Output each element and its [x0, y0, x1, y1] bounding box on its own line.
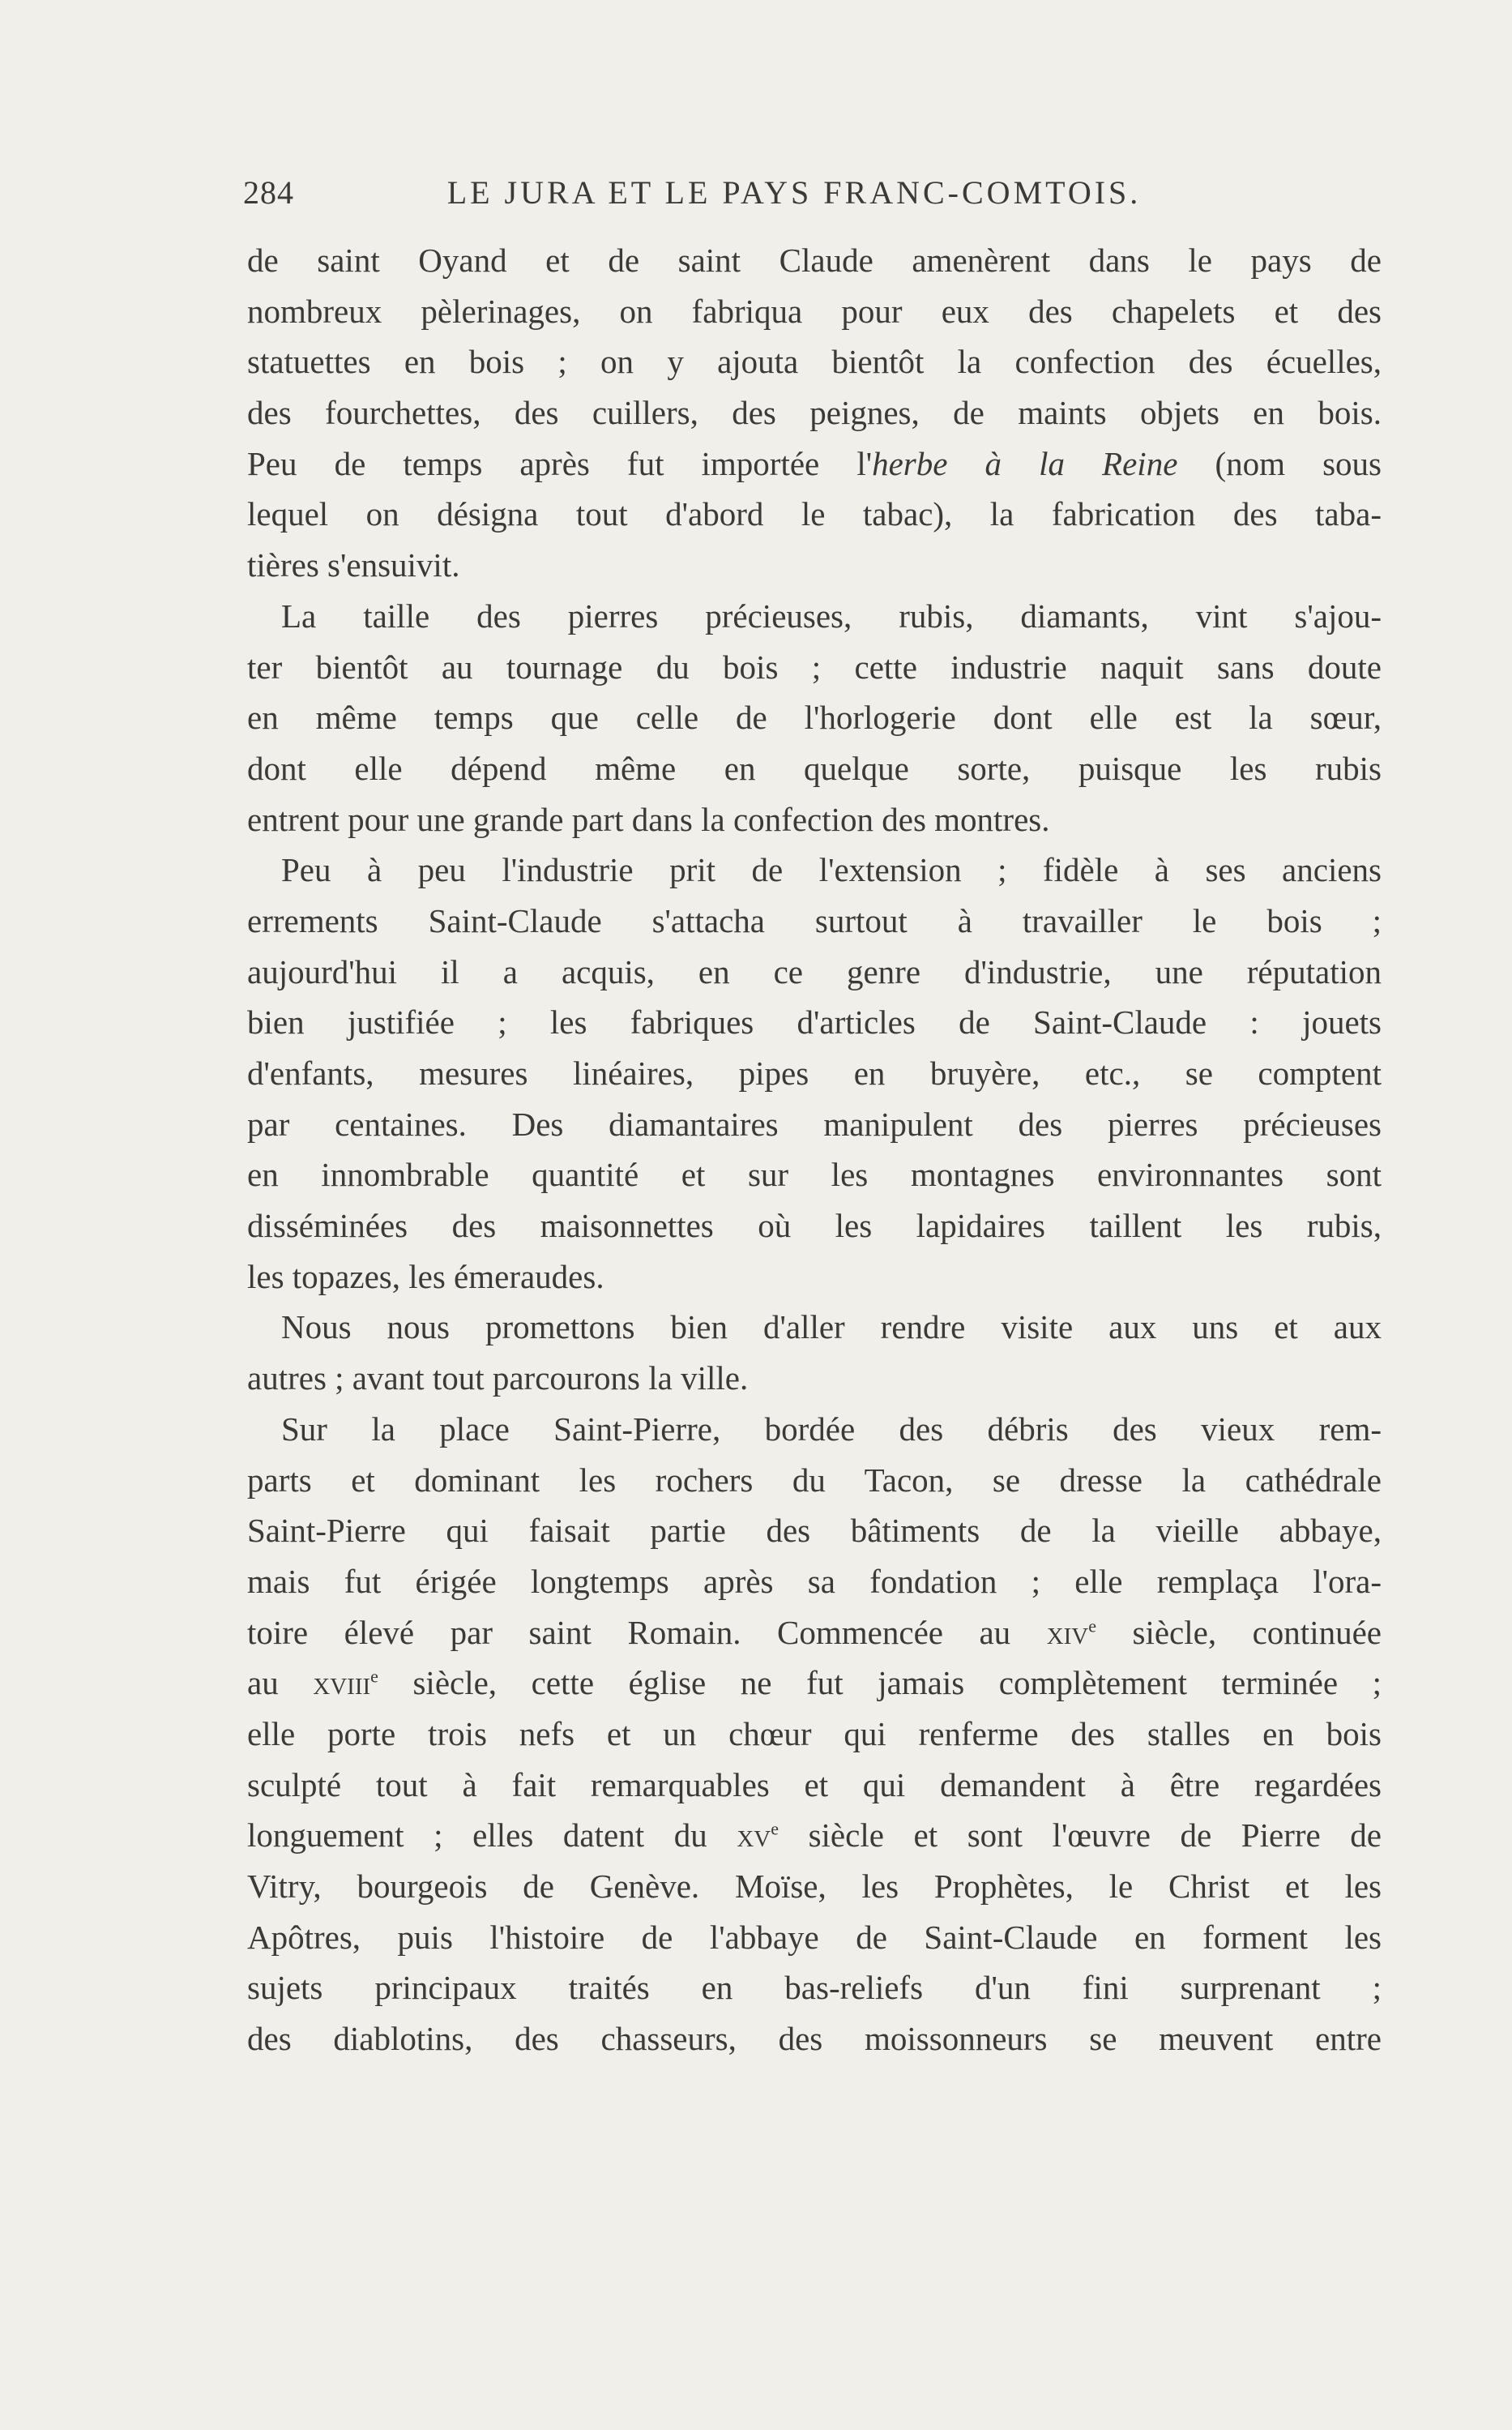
text-line: nombreux pèlerinages, on fabriqua pour eux des chapelets et des: [247, 292, 1382, 330]
text-line: dont elle dépend même en quelque sorte, puisque les rubis: [247, 749, 1382, 787]
text-line: [247, 1810, 1382, 1861]
text-line: errements Saint-Claude s'attacha surtout à travailler le bois ;: [247, 901, 1382, 939]
text-segment: au: [247, 1664, 314, 1702]
text-segment: siècle et sont l'œuvre de Pierre de: [778, 1816, 1382, 1855]
text-line: [247, 1607, 1382, 1658]
text-line: sculpté tout à fait remarquables et qui demandent à être regardées: [247, 1765, 1382, 1803]
text-line: des fourchettes, des cuillers, des peignes, de maints objets en bois.: [247, 394, 1382, 432]
text-line: les topazes, les émeraudes.: [247, 1257, 604, 1295]
body-text: [247, 235, 1382, 2064]
text-line: autres ; avant tout parcourons la ville.: [247, 1359, 749, 1397]
text-line: [247, 1658, 1382, 1709]
text-line: Nous nous promettons bien d'aller rendre visite aux uns et aux: [281, 1308, 1382, 1346]
text-line: Sur la place Saint-Pierre, bordée des débris des vieux rem-: [281, 1410, 1382, 1448]
century-numeral: xiv: [1046, 1613, 1089, 1651]
text-segment: siècle, continuée: [1096, 1613, 1382, 1651]
text-segment: Peu de temps après fut importée l': [247, 444, 873, 482]
superscript: e: [1088, 1615, 1096, 1636]
text-line: Saint-Pierre qui faisait partie des bâtiments de la vieille abbaye,: [247, 1512, 1382, 1550]
text-line: Vitry, bourgeois de Genève. Moïse, les Prophètes, le Christ et les: [247, 1867, 1382, 1905]
text-segment: toire élevé par saint Romain. Commencée au: [247, 1613, 1047, 1651]
italic-phrase: herbe à la Reine: [872, 444, 1178, 482]
text-line: en même temps que celle de l'horlogerie dont elle est la sœur,: [247, 699, 1382, 737]
text-line: tières s'ensuivit.: [247, 546, 460, 584]
century-numeral: xviii: [313, 1664, 371, 1702]
century-numeral: xv: [737, 1816, 771, 1855]
text-line: aujourd'hui il a acquis, en ce genre d'industrie, une réputation: [247, 952, 1382, 990]
text-line: en innombrable quantité et sur les montagnes environnantes sont: [247, 1156, 1382, 1194]
text-segment: (nom sous: [1177, 444, 1382, 482]
text-line: ter bientôt au tournage du bois ; cette industrie naquit sans doute: [247, 648, 1382, 686]
text-line: bien justifiée ; les fabriques d'articles de Saint-Claude : jouets: [247, 1003, 1382, 1042]
text-line: Peu à peu l'industrie prit de l'extension ; fidèle à ses anciens: [281, 851, 1382, 889]
text-line: des diablotins, des chasseurs, des moissonneurs se meuvent entre: [247, 2020, 1382, 2058]
text-line: elle porte trois nefs et un chœur qui renferme des stalles en bois: [247, 1714, 1382, 1752]
text-line: d'enfants, mesures linéaires, pipes en bruyère, etc., se comptent: [247, 1055, 1382, 1092]
text-line: parts et dominant les rochers du Tacon, se dresse la cathédrale: [247, 1461, 1382, 1499]
page-number: 284: [243, 174, 294, 211]
superscript: e: [370, 1666, 378, 1687]
text-line: Apôtres, puis l'histoire de l'abbaye de Saint-Claude en forment les: [247, 1918, 1382, 1956]
text-line: mais fut érigée longtemps après sa fondation ; elle remplaça l'ora-: [247, 1562, 1382, 1600]
text-line: La taille des pierres précieuses, rubis, diamants, vint s'ajou-: [281, 597, 1382, 635]
text-line: par centaines. Des diamantaires manipulent des pierres précieuses: [247, 1105, 1382, 1143]
text-line: entrent pour une grande part dans la confection des montres.: [247, 800, 1050, 838]
text-line: [247, 439, 1382, 490]
text-line: lequel on désigna tout d'abord le tabac), la fabrication des taba-: [247, 495, 1382, 533]
text-segment: siècle, cette église ne fut jamais complètement terminée ;: [378, 1664, 1382, 1702]
text-segment: longuement ; elles datent du: [247, 1816, 737, 1855]
text-line: statuettes en bois ; on y ajouta bientôt la confection des écuelles,: [247, 343, 1382, 381]
text-line: de saint Oyand et de saint Claude amenèrent dans le pays de: [247, 242, 1382, 279]
superscript: e: [771, 1818, 779, 1839]
running-title: LE JURA ET LE PAYS FRANC-COMTOIS.: [446, 174, 1142, 211]
text-line: sujets principaux traités en bas-reliefs d'un fini surprenant ;: [247, 1969, 1382, 2007]
page-header: [243, 173, 1345, 216]
text-line: disséminées des maisonnettes où les lapidaires taillent les rubis,: [247, 1207, 1382, 1245]
